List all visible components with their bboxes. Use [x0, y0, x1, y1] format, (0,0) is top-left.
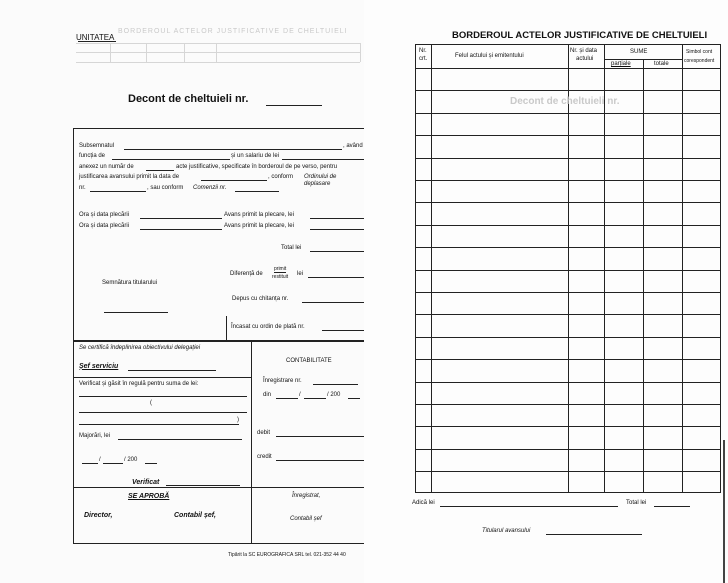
sef-serviciu-label: Șef serviciu — [79, 363, 119, 370]
table-row[interactable] — [415, 382, 721, 383]
anexez-count-field[interactable] — [146, 170, 174, 171]
bleed-through-header: BORDEROUL ACTELOR JUSTIFICATIVE DE CHELTUIELI — [118, 28, 348, 35]
header-actului: actului — [576, 56, 594, 62]
din-slash: / — [299, 392, 301, 398]
decont-number-field[interactable] — [266, 105, 322, 106]
header-simbol: Simbol cont — [686, 49, 713, 55]
header-totale: totale — [654, 61, 669, 67]
contabilitate-label: CONTABILITATE — [286, 358, 332, 364]
credit-label: credit — [257, 454, 272, 460]
salariu-field[interactable] — [282, 159, 366, 160]
contabil-sef-label: Contabil șef, — [174, 512, 217, 519]
table-row[interactable] — [415, 158, 721, 159]
total-lei-label: Total lei — [281, 245, 302, 251]
table-row[interactable] — [415, 247, 721, 248]
restituit-label: restituit — [272, 274, 289, 280]
ordin-deplasare-label: Ordinului de deplasare — [304, 174, 337, 187]
avand-label: , având — [343, 143, 363, 149]
aproba-divider — [73, 487, 373, 488]
din-year-label: / 200 — [327, 392, 341, 398]
titularul-avansului-field[interactable] — [546, 534, 642, 535]
depus-chitanta-label: Depus cu chitanța nr. — [232, 296, 289, 302]
approval-vertical-divider — [251, 341, 252, 544]
avans-plecare-label-1: Avans primit la plecare, lei — [224, 212, 294, 218]
ora-plecarii-field-1[interactable] — [140, 218, 222, 219]
table-row[interactable] — [415, 270, 721, 271]
header-felul: Felul actului și emitentului — [455, 53, 524, 59]
salariu-label: și un salariu de lei — [231, 153, 280, 159]
table-row[interactable] — [415, 135, 721, 136]
din-month-field[interactable] — [304, 398, 326, 399]
ora-plecarii-field-2[interactable] — [140, 229, 222, 230]
scan-edge — [723, 440, 725, 583]
adica-lei-label: Adică lei — [412, 500, 435, 506]
avans-date-field[interactable] — [201, 180, 267, 181]
majorari-day-field[interactable] — [82, 463, 98, 464]
conform-label: , conform — [268, 174, 294, 180]
borderou-title: BORDEROUL ACTELOR JUSTIFICATIVE DE CHELTUIELI — [452, 30, 708, 41]
avans-plecare-field-2[interactable] — [310, 229, 366, 230]
header-crt: crt. — [419, 56, 428, 62]
suma-litere-field-2[interactable] — [79, 424, 239, 425]
titularul-avansului-label: Titularul avansului — [482, 528, 531, 534]
suma-litere-field-1[interactable] — [79, 412, 247, 413]
sef-serviciu-field[interactable] — [128, 370, 216, 371]
inregistrare-nr-label: Înregistrare nr. — [263, 378, 302, 384]
table-row[interactable] — [415, 180, 721, 181]
paren-open: ( — [150, 400, 152, 406]
se-aproba-label: SE APROBĂ — [128, 493, 170, 500]
anexez-text: acte justificative, specificate în borderoul de pe verso, pentru — [176, 164, 338, 170]
ora-plecarii-label-2: Ora și data plecării — [79, 223, 130, 229]
decont-title: Decont de cheltuieli nr. — [128, 93, 249, 105]
majorari-year-field[interactable] — [145, 463, 157, 464]
table-row[interactable] — [415, 202, 721, 203]
director-label: Director, — [84, 512, 113, 519]
unitatea-label: UNITATEA — [76, 33, 115, 42]
comenzii-label: Comenzii nr. — [193, 185, 227, 191]
majorari-field[interactable] — [118, 439, 242, 440]
diferenta-field[interactable] — [308, 277, 366, 278]
majorari-label: Majorări, lei — [79, 433, 111, 439]
sau-conform-label: , sau conform — [147, 185, 184, 191]
table-row[interactable] — [415, 359, 721, 360]
chitanta-nr-field[interactable] — [302, 302, 366, 303]
unitatea-line — [78, 41, 116, 42]
ordin-nr-label: nr. — [79, 185, 86, 191]
bleed-through-title: Decont de cheltuieli nr. — [510, 96, 620, 107]
justificarea-label: justificarea avansului primit la data de — [79, 174, 180, 180]
incasat-divider — [226, 316, 227, 341]
ordin-nr-field[interactable] — [90, 191, 146, 192]
diferenta-lei-label: lei — [297, 271, 304, 277]
certifica-divider — [73, 377, 251, 378]
contabil-sef-2-label: Contabil șef — [290, 516, 322, 522]
majorari-slash: / — [99, 457, 101, 463]
incasat-ordin-label: Încasat cu ordin de plată nr. — [231, 324, 305, 330]
table-row[interactable] — [415, 337, 721, 338]
din-day-field[interactable] — [276, 398, 298, 399]
table-row[interactable] — [415, 90, 721, 91]
debit-label: debit — [257, 430, 271, 436]
table-row[interactable] — [415, 404, 721, 405]
suma-field[interactable] — [79, 396, 247, 397]
table-row[interactable] — [415, 113, 721, 114]
se-certifica-label: Se certifică îndeplinirea obiectivului delegației — [79, 345, 201, 351]
paren-close: ) — [237, 417, 239, 423]
inregistrare-nr-field[interactable] — [313, 384, 358, 385]
col-partiale-line — [643, 59, 644, 493]
avans-plecare-label-2: Avans primit la plecare, lei — [224, 223, 294, 229]
table-row[interactable] — [415, 449, 721, 450]
header-nr: Nr. — [419, 48, 427, 54]
debit-field[interactable] — [276, 436, 364, 437]
comanda-nr-field[interactable] — [235, 191, 279, 192]
table-row[interactable] — [415, 225, 721, 226]
borderou-total-lei-field[interactable] — [654, 506, 690, 507]
verificat-label: Verificat — [132, 479, 160, 486]
diferenta-label: Diferență de — [230, 271, 263, 277]
anexez-label: anexez un număr de — [79, 164, 134, 170]
table-row[interactable] — [415, 426, 721, 427]
approval-box — [73, 341, 373, 544]
din-year-field[interactable] — [348, 398, 360, 399]
primit-label: primit — [274, 266, 287, 272]
table-row[interactable] — [415, 292, 721, 293]
header-sume: SUME — [630, 49, 648, 55]
total-lei-field[interactable] — [310, 251, 366, 252]
ordin-plata-nr-field[interactable] — [322, 330, 366, 331]
ora-plecarii-label-1: Ora și data plecării — [79, 212, 130, 218]
table-row[interactable] — [415, 314, 721, 315]
verificat-gasit-label: Verificat și găsit în regulă pentru suma de lei: — [79, 381, 199, 387]
credit-field[interactable] — [276, 460, 364, 461]
semnatura-titularului-field[interactable] — [104, 312, 168, 313]
subsemnatul-field[interactable] — [124, 149, 342, 150]
verificat-field[interactable] — [166, 485, 240, 486]
header-corespondent: corespondent — [684, 58, 715, 64]
functia-label: funcția de — [79, 153, 106, 159]
majorari-month-field[interactable] — [103, 463, 123, 464]
avans-plecare-field-1[interactable] — [310, 218, 366, 219]
subsemnatul-label: Subsemnatul — [79, 143, 115, 149]
borderou-page — [364, 0, 728, 583]
header-partiale: parțiale — [611, 61, 631, 67]
header-nr-data: Nr. și data — [570, 48, 598, 54]
din-label: din — [263, 392, 272, 398]
inregistrat-label: Înregistrat, — [292, 493, 321, 499]
functia-field[interactable] — [112, 159, 230, 160]
majorari-year-label: / 200 — [124, 457, 138, 463]
borderou-total-lei-label: Total lei — [626, 500, 647, 506]
adica-lei-field[interactable] — [440, 506, 618, 507]
printer-footer: Tipărit la SC EUROGRAFICA SRL tel. 021-352 44 40 — [228, 552, 346, 558]
semnatura-titularului-label: Semnătura titularului — [102, 280, 158, 286]
table-row[interactable] — [415, 471, 721, 472]
